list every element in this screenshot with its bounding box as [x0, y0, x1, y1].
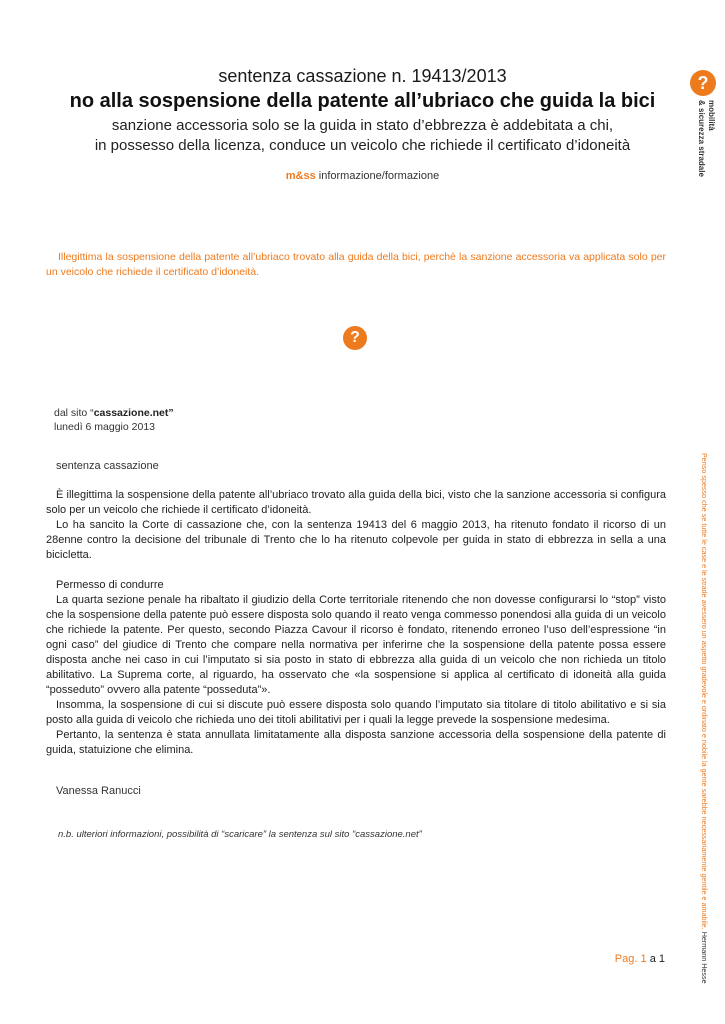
logo-text-line-2: & sicurezza stradale	[697, 100, 706, 177]
body-paragraph: Lo ha sancito la Corte di cassazione che, con la sentenza 19413 del 6 maggio 2013, ha ritenuto fondato il ricorso di un 28enne contro la decisione del tribunale di Trento che lo ha ritenuto colpevole per guida in stato di ebbrezza in sella a una bicicletta.	[46, 519, 666, 561]
page-total: 1	[658, 953, 665, 965]
article-body	[46, 488, 666, 758]
question-mark-icon: ?	[690, 70, 716, 96]
body-paragraph: La quarta sezione penale ha ribaltato il giudizio della Corte territoriale ritenendo che non dovesse configurarsi lo “stop” visto che la sospensione della patente può essere disposta solo quando il reato venga commesso ponendosi alla guida di un veicolo che richiede la patente. Per questo, secondo Piazza Cavour il ricorso è fondato, ritenendo erroneo l’uso dell’espressione “in ogni caso” del giudice di Trento che compare nella normativa per inferirne che la sospensione della patente possa essere disposta anche nei caso in cui l’imputato si sia posto in stato di ebbrezza alla guida di un veicolo che non richieda un titolo abilitativo. La Suprema corte, al riguardo, ha osservato che «la sospensione si applica al certificato di idoneità alla guida “posseduto” ovvero alla patente “posseduta”».	[46, 594, 666, 696]
brand-line	[0, 170, 725, 182]
document-subtitle	[0, 116, 725, 156]
body-paragraph: È illegittima la sospensione della patente all’ubriaco trovato alla guida della bici, visto che la sanzione accessoria si configura solo per un veicolo che richiede il certificato d’idoneità.	[46, 489, 666, 516]
brand-name: m&ss	[285, 170, 316, 182]
side-quote-author: Hermann Hesse	[700, 931, 709, 984]
side-quote-text: Penso spesso che se tutte le case e le strade avessero un aspetto gradevole e ordinato e nobile la gente sarebbe necessariamente gentile e amabile.	[700, 453, 709, 930]
source-date: lunedì 6 maggio 2013	[54, 421, 155, 433]
body-subheading: Permesso di condurre	[56, 579, 164, 591]
author-name: Vanessa Ranucci	[56, 785, 141, 797]
page-separator: a	[649, 953, 656, 965]
logo-text-line-1: mobilità	[707, 100, 716, 131]
subtitle-line-2: in possesso della licenza, conduce un veicolo che richiede il certificato d’idoneità	[94, 137, 631, 154]
intro-paragraph: Illegittima la sospensione della patente all’ubriaco trovato alla guida della bici, perchè la sanzione accessoria va applicata solo per un veicolo che richiede il certificato d’idoneità.	[46, 251, 666, 278]
page-prefix: Pag.	[614, 953, 638, 965]
body-paragraph: Pertanto, la sentenza è stata annullata limitatamente alla disposta sanzione accessoria della sospensione della patente di guida, statuizione che elimina.	[46, 729, 666, 756]
source-info	[54, 406, 174, 434]
section-label: sentenza cassazione	[56, 460, 159, 472]
page-current: 1	[640, 953, 647, 965]
source-site: cassazione.net”	[93, 407, 174, 419]
page-number	[560, 953, 665, 965]
logo-text	[690, 100, 716, 180]
question-mark-icon: ?	[343, 326, 367, 350]
document-title: sentenza cassazione n. 19413/2013	[218, 66, 507, 86]
body-paragraph: Insomma, la sospensione di cui si discute può essere disposta solo quando l’imputato sia titolare di titolo abilitativo e si sia posto alla guida di veicolo che richieda uno dei titoli abilitativi per i quali la legge prevede la sospensione medesima.	[46, 699, 666, 726]
source-prefix: dal sito “	[54, 407, 94, 419]
subtitle-line-1: sanzione accessoria solo se la guida in stato d’ebbrezza è addebitata a chi,	[111, 117, 614, 134]
side-quote	[695, 453, 709, 984]
document-headline: no alla sospensione della patente all’ubriaco che guida la bici	[69, 90, 656, 112]
brand-tagline: informazione/formazione	[318, 170, 440, 182]
footnote: n.b. ulteriori informazioni, possibilità di “scaricare” la sentenza sul sito “cassazione.net”	[58, 829, 422, 840]
